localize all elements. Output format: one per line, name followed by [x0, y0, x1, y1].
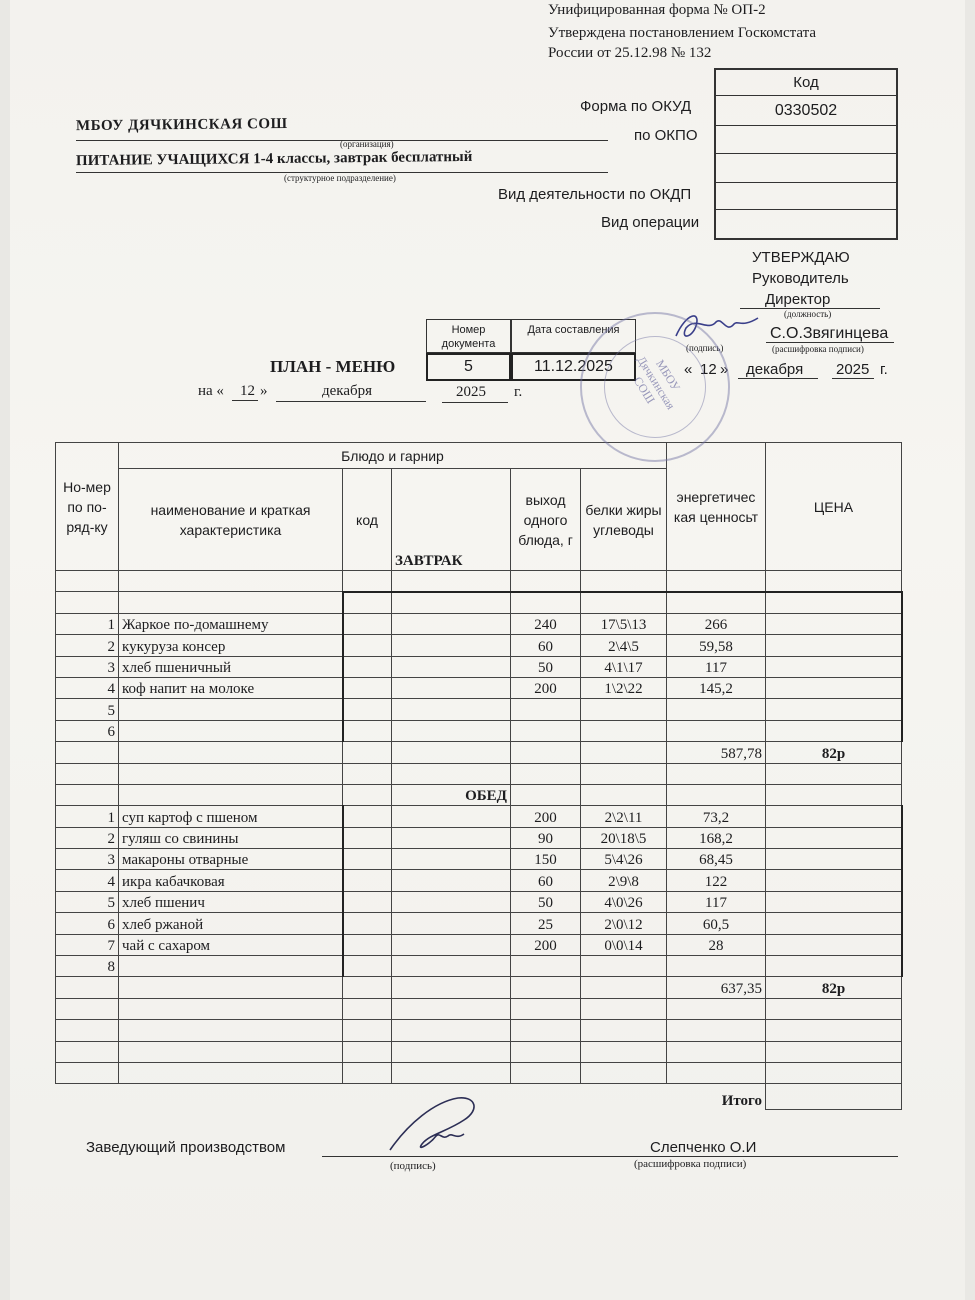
form-title: Унифицированная форма № ОП-2: [548, 2, 766, 18]
footer-role: Заведующий производством: [86, 1139, 286, 1156]
doc-number-value: 5: [426, 353, 511, 381]
col-number-header: Но-мер по по-ряд-ку: [56, 443, 119, 571]
empty-code-cell: [716, 154, 896, 183]
row-number: 4: [56, 870, 119, 891]
breakfast-row: [56, 613, 902, 634]
row-number: 6: [56, 913, 119, 934]
org-caption: (организация): [340, 139, 394, 149]
dish-output: 50: [511, 891, 581, 912]
dish-code: [343, 827, 392, 848]
dish-energy: 117: [667, 891, 766, 912]
dish-price: [766, 806, 902, 827]
lunch-row: [56, 827, 902, 848]
lunch-row: [56, 870, 902, 891]
dish-output: 150: [511, 849, 581, 870]
dish-extra: [392, 613, 511, 634]
dish-bju: 2\9\8: [581, 870, 667, 891]
dish-name: Жаркое по-домашнему: [119, 613, 343, 634]
unit-name: ПИТАНИЕ УЧАЩИХСЯ 1-4 классы, завтрак бесплатный: [75, 148, 473, 170]
on-date-close: »: [260, 383, 268, 399]
col-bju-header: белки жиры углеводы: [581, 469, 667, 571]
dish-energy: 266: [667, 613, 766, 634]
breakfast-total-row: [56, 742, 902, 763]
row-number: 3: [56, 656, 119, 677]
dish-extra: [392, 806, 511, 827]
dish-bju: 2\0\12: [581, 913, 667, 934]
dish-output: 60: [511, 635, 581, 656]
dish-extra: [392, 677, 511, 698]
approve-sign-caption: (подпись): [686, 343, 724, 353]
lunch-row: [56, 956, 902, 977]
breakfast-row: [56, 656, 902, 677]
dish-output: 25: [511, 913, 581, 934]
dish-name: икра кабачковая: [119, 870, 343, 891]
dish-output: 200: [511, 934, 581, 955]
dish-energy: 28: [667, 934, 766, 955]
lunch-row: [56, 849, 902, 870]
dish-code: [343, 656, 392, 677]
approve-date-year: 2025: [836, 361, 870, 378]
dish-code: [343, 849, 392, 870]
dish-name: суп картоф с пшеном: [119, 806, 343, 827]
dish-output: 200: [511, 677, 581, 698]
dish-price: [766, 934, 902, 955]
dish-output: [511, 720, 581, 741]
doc-date-value: 11.12.2025: [511, 353, 636, 381]
dish-price: [766, 613, 902, 634]
dish-code: [343, 870, 392, 891]
dish-price: [766, 956, 902, 977]
dish-output: 50: [511, 656, 581, 677]
dish-extra: [392, 891, 511, 912]
row-number: 2: [56, 827, 119, 848]
approve-title: УТВЕРЖДАЮ: [752, 249, 850, 266]
dish-code: [343, 806, 392, 827]
dish-bju: [581, 699, 667, 720]
okud-label: Форма по ОКУД: [580, 98, 692, 115]
dish-bju: 5\4\26: [581, 849, 667, 870]
dish-price: [766, 913, 902, 934]
dish-output: 60: [511, 870, 581, 891]
codes-title: Код: [716, 70, 896, 96]
dish-extra: [392, 720, 511, 741]
form-approval-date: России от 25.12.98 № 132: [548, 45, 712, 61]
dish-name: [119, 956, 343, 977]
lunch-row: [56, 806, 902, 827]
footer-name-caption: (расшифровка подписи): [634, 1158, 747, 1170]
doc-date-header: Дата составления: [511, 319, 636, 353]
dish-name: [119, 699, 343, 720]
row-number: 5: [56, 699, 119, 720]
lunch-price: 82р: [766, 977, 902, 998]
dish-output: 200: [511, 806, 581, 827]
dish-output: [511, 956, 581, 977]
dish-price: [766, 699, 902, 720]
dish-energy: 122: [667, 870, 766, 891]
col-dish-header: Блюдо и гарнир: [119, 443, 667, 469]
dish-name: [119, 720, 343, 741]
operation-label: Вид операции: [601, 214, 700, 231]
lunch-total-row: [56, 977, 902, 998]
on-date-month: декабря: [322, 383, 373, 399]
approve-date-open: «: [684, 361, 693, 378]
col-price-header: ЦЕНА: [766, 443, 902, 571]
footer-name: Слепченко О.И: [650, 1139, 757, 1156]
dish-name: чай с сахаром: [119, 934, 343, 955]
dish-output: 90: [511, 827, 581, 848]
dish-name: хлеб пшеничный: [119, 656, 343, 677]
total-label: Итого: [721, 1092, 762, 1109]
dish-bju: 17\5\13: [581, 613, 667, 634]
breakfast-row: [56, 635, 902, 656]
row-number: 8: [56, 956, 119, 977]
footer-sign-caption: (подпись): [390, 1160, 436, 1172]
breakfast-row: [56, 677, 902, 698]
okdp-label: Вид деятельности по ОКДП: [498, 186, 692, 203]
dish-bju: 4\1\17: [581, 656, 667, 677]
dish-bju: 20\18\5: [581, 827, 667, 848]
total-value-cell: [766, 1084, 902, 1110]
lunch-row: [56, 891, 902, 912]
dish-price: [766, 635, 902, 656]
row-number: 4: [56, 677, 119, 698]
lunch-label-row: [56, 784, 902, 805]
lunch-row: [56, 934, 902, 955]
row-number: 5: [56, 891, 119, 912]
dish-name: хлеб пшенич: [119, 891, 343, 912]
unit-caption: (структурное подразделение): [284, 173, 396, 183]
dish-extra: [392, 913, 511, 934]
form-approval: Утверждена постановлением Госкомстата: [548, 25, 817, 41]
dish-energy: 145,2: [667, 677, 766, 698]
dish-name: коф напит на молоке: [119, 677, 343, 698]
approve-role: Руководитель: [752, 270, 849, 287]
codes-box: [714, 68, 898, 240]
dish-bju: 0\0\14: [581, 934, 667, 955]
dish-bju: [581, 720, 667, 741]
dish-energy: 117: [667, 656, 766, 677]
dish-name: кукуруза консер: [119, 635, 343, 656]
lunch-label: ОБЕД: [392, 784, 511, 805]
dish-extra: [392, 699, 511, 720]
operation-cell: [716, 210, 896, 238]
dish-output: 240: [511, 613, 581, 634]
dish-extra: [392, 656, 511, 677]
dish-energy: 60,5: [667, 913, 766, 934]
row-number: 7: [56, 934, 119, 955]
dish-extra: [392, 870, 511, 891]
dish-extra: [392, 635, 511, 656]
okpo-cell: [716, 126, 896, 154]
approve-date-day: 12: [700, 361, 717, 378]
dish-energy: 168,2: [667, 827, 766, 848]
dish-code: [343, 635, 392, 656]
doc-title: ПЛАН - МЕНЮ: [270, 357, 396, 376]
doc-number-header: Номер документа: [426, 319, 511, 353]
dish-name: гуляш со свинины: [119, 827, 343, 848]
breakfast-total-energy: 587,78: [667, 742, 766, 763]
col-output-header: выход одного блюда, г: [511, 469, 581, 571]
dish-energy: [667, 720, 766, 741]
stamp-icon: МБОУ Дячкинская СОШ: [566, 298, 744, 476]
dish-code: [343, 891, 392, 912]
dish-code: [343, 720, 392, 741]
dish-bju: 4\0\26: [581, 891, 667, 912]
dish-bju: 2\4\5: [581, 635, 667, 656]
breakfast-price: 82р: [766, 742, 902, 763]
position-caption: (должность): [784, 309, 832, 319]
dish-energy: 59,58: [667, 635, 766, 656]
dish-energy: [667, 699, 766, 720]
row-number: 1: [56, 806, 119, 827]
dish-bju: 1\2\22: [581, 677, 667, 698]
manager-signature-icon: [386, 1094, 496, 1158]
dish-bju: [581, 956, 667, 977]
dish-price: [766, 827, 902, 848]
on-date-year: 2025: [456, 384, 486, 400]
breakfast-row: [56, 720, 902, 741]
col-name-header: наименование и краткая характеристика: [119, 469, 343, 571]
dish-code: [343, 613, 392, 634]
org-name: МБОУ ДЯЧКИНСКАЯ СОШ: [75, 115, 288, 135]
on-date-prefix: на «: [198, 383, 224, 399]
dish-energy: 68,45: [667, 849, 766, 870]
dish-price: [766, 656, 902, 677]
approve-name-caption: (расшифровка подписи): [772, 344, 864, 354]
dish-output: [511, 699, 581, 720]
dish-name: макароны отварные: [119, 849, 343, 870]
approve-date-close: »: [720, 361, 729, 378]
row-number: 6: [56, 720, 119, 741]
dish-energy: [667, 956, 766, 977]
dish-extra: [392, 827, 511, 848]
dish-extra: [392, 849, 511, 870]
dish-bju: 2\2\11: [581, 806, 667, 827]
okpo-label: по ОКПО: [634, 127, 698, 144]
okud-value: 0330502: [716, 96, 896, 126]
dish-extra: [392, 934, 511, 955]
on-date-day: 12: [240, 383, 255, 399]
row-number: 1: [56, 613, 119, 634]
lunch-row: [56, 913, 902, 934]
approve-date-suffix: г.: [880, 361, 888, 378]
dish-code: [343, 699, 392, 720]
col-energy-header: энергетичес кая ценносьт: [667, 443, 766, 571]
row-number: 3: [56, 849, 119, 870]
dish-energy: 73,2: [667, 806, 766, 827]
dish-price: [766, 891, 902, 912]
dish-price: [766, 849, 902, 870]
col-code-header: код: [343, 469, 392, 571]
menu-table: [55, 442, 903, 1110]
dish-name: хлеб ржаной: [119, 913, 343, 934]
dish-price: [766, 870, 902, 891]
approve-position: Директор: [765, 291, 831, 308]
breakfast-label: ЗАВТРАК: [392, 469, 511, 571]
dish-extra: [392, 956, 511, 977]
approve-name: С.О.Звягинцева: [770, 325, 889, 342]
lunch-total-energy: 637,35: [667, 977, 766, 998]
approve-date-month: декабря: [746, 361, 804, 378]
dish-price: [766, 720, 902, 741]
dish-code: [343, 913, 392, 934]
on-date-suffix: г.: [514, 384, 523, 400]
breakfast-row: [56, 699, 902, 720]
dish-code: [343, 934, 392, 955]
row-number: 2: [56, 635, 119, 656]
dish-code: [343, 677, 392, 698]
dish-code: [343, 956, 392, 977]
okdp-cell: [716, 183, 896, 210]
dish-price: [766, 677, 902, 698]
